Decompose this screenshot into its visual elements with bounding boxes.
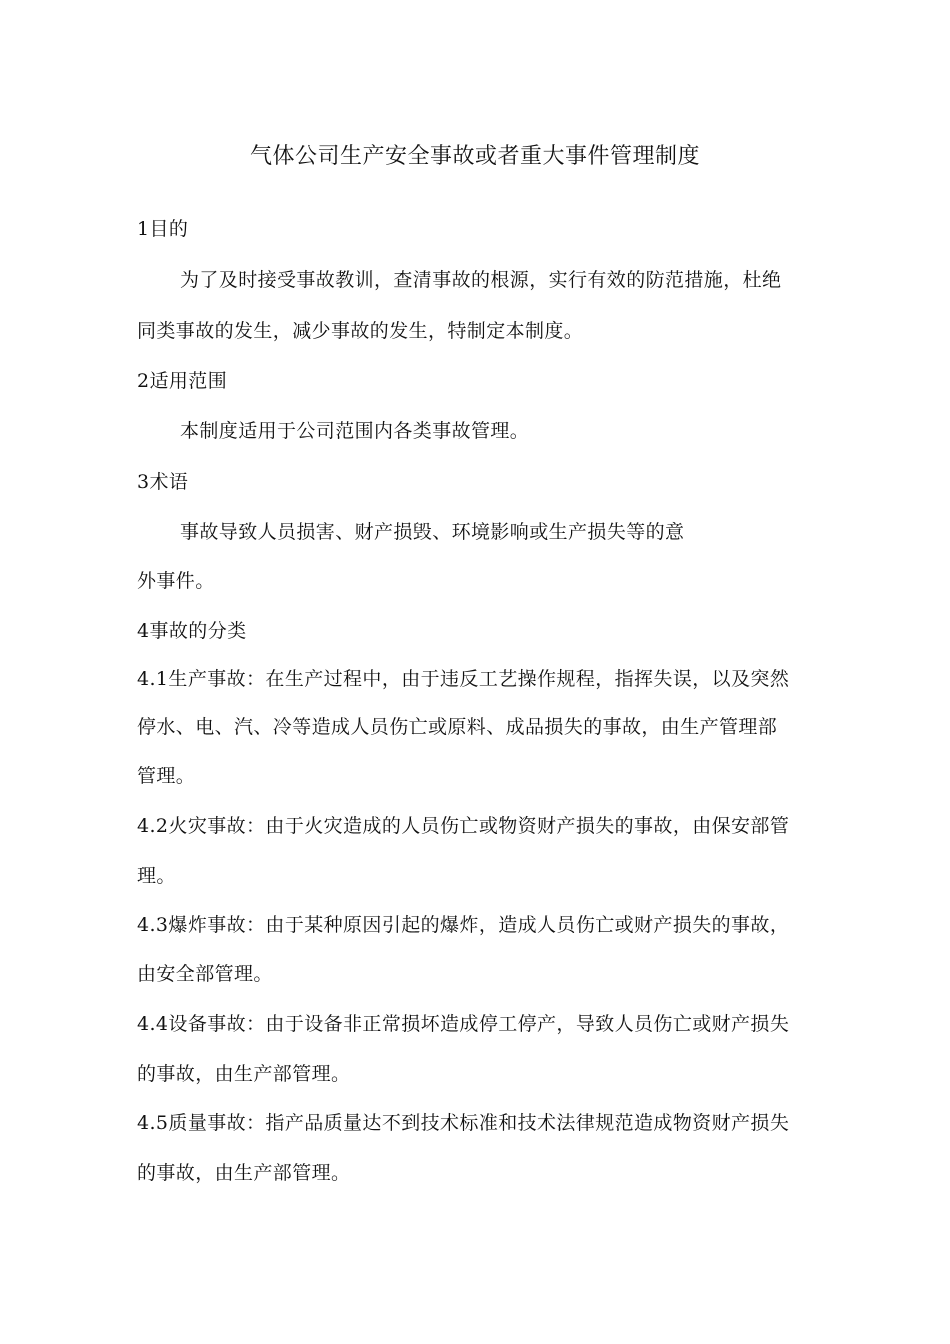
paragraph-line: 管理。	[137, 765, 196, 787]
document-title: 气体公司生产安全事故或者重大事件管理制度	[249, 144, 700, 169]
paragraph-line: 4.4设备事故：由于设备非正常损坏造成停工停产，导致人员伤亡或财产损失	[137, 1013, 790, 1035]
paragraph-line: 由安全部管理。	[137, 963, 273, 985]
paragraph-line: 同类事故的发生，减少事故的发生，特制定本制度。	[137, 320, 584, 342]
paragraph-line: 本制度适用于公司范围内各类事故管理。	[180, 420, 530, 442]
heading-scope: 2适用范围	[137, 370, 228, 392]
paragraph-line: 的事故，由生产部管理。	[137, 1162, 351, 1184]
paragraph-line: 外事件。	[137, 570, 215, 592]
paragraph-line: 4.2火灾事故：由于火灾造成的人员伤亡或物资财产损失的事故，由保安部管	[137, 815, 790, 837]
paragraph-line: 的事故，由生产部管理。	[137, 1063, 351, 1085]
paragraph-line: 4.5质量事故：指产品质量达不到技术标准和技术法律规范造成物资财产损失	[137, 1112, 790, 1134]
paragraph-line: 4.3爆炸事故：由于某种原因引起的爆炸，造成人员伤亡或财产损失的事故，	[137, 914, 790, 936]
paragraph-line: 理。	[137, 865, 176, 887]
paragraph-line: 事故导致人员损害、财产损毁、环境影响或生产损失等的意	[180, 521, 685, 543]
heading-purpose: 1目的	[137, 218, 189, 240]
heading-classification: 4事故的分类	[137, 620, 247, 642]
paragraph-line: 4.1生产事故：在生产过程中，由于违反工艺操作规程，指挥失误，以及突然	[137, 668, 790, 690]
paragraph-line: 为了及时接受事故教训，查清事故的根源，实行有效的防范措施，杜绝	[180, 269, 782, 291]
paragraph-line: 停水、电、汽、冷等造成人员伤亡或原料、成品损失的事故，由生产管理部	[137, 716, 778, 738]
heading-terms: 3术语	[137, 471, 189, 493]
